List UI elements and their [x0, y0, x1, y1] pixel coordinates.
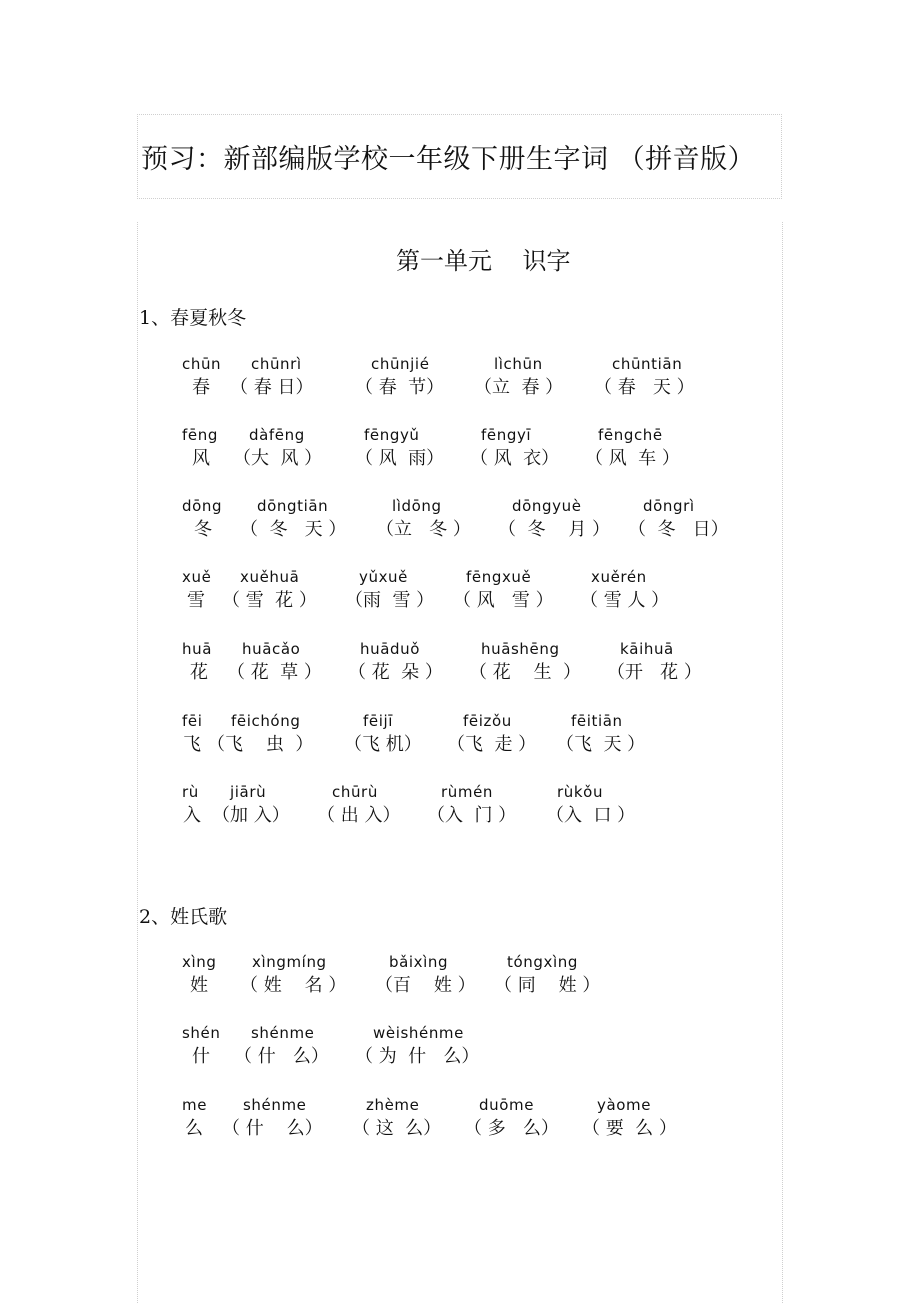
document-title: 预习：新部编版学校一年级下册生字词 （拼音版） — [141, 144, 756, 175]
pinyin: wèishénme — [373, 1024, 464, 1042]
pinyin: dōngrì — [643, 497, 695, 515]
pinyin: duōme — [479, 1096, 535, 1114]
hanzi: （ 花 朵 ） — [348, 662, 443, 683]
pinyin: rùmén — [441, 783, 494, 801]
unit-title: 第一单元 识字 — [396, 247, 571, 275]
vocab-row — [0, 426, 920, 472]
hanzi: （ 风 雨） — [355, 448, 445, 469]
hanzi: （ 雪 花 ） — [222, 590, 317, 611]
hanzi: （ 风 车 ） — [585, 448, 680, 469]
pinyin: fēijī — [363, 712, 394, 730]
hanzi: （入 口 ） — [546, 805, 636, 826]
pinyin: xuěhuā — [240, 568, 300, 586]
hanzi: 入 — [183, 805, 201, 826]
hanzi: （立 冬 ） — [376, 519, 471, 540]
hanzi: （ 春 天 ） — [594, 377, 695, 398]
title-box — [137, 114, 782, 199]
pinyin: huāduǒ — [360, 640, 421, 658]
pinyin: rù — [182, 783, 199, 801]
hanzi: （加 入） — [212, 805, 290, 826]
pinyin: chūrù — [332, 783, 378, 801]
lesson-title: 2、姓氏歌 — [139, 906, 228, 928]
vocab-row — [0, 640, 920, 686]
pinyin: tóngxìng — [507, 953, 578, 971]
hanzi: 春 — [192, 377, 210, 398]
pinyin: jiārù — [230, 783, 267, 801]
hanzi: （ 花 生 ） — [469, 662, 582, 683]
pinyin: yàome — [597, 1096, 652, 1114]
hanzi: （雨 雪 ） — [345, 590, 435, 611]
hanzi: 冬 — [194, 519, 212, 540]
pinyin: me — [182, 1096, 208, 1114]
hanzi: （入 门 ） — [427, 805, 517, 826]
hanzi: 什 — [192, 1046, 210, 1067]
hanzi: （ 雪 人 ） — [580, 590, 670, 611]
vocab-row — [0, 712, 920, 758]
pinyin: shén — [182, 1024, 221, 1042]
hanzi: （ 冬 日） — [628, 519, 729, 540]
hanzi: （ 出 入） — [317, 805, 401, 826]
pinyin: zhème — [366, 1096, 420, 1114]
pinyin: chūnrì — [251, 355, 302, 373]
pinyin: huā — [182, 640, 213, 658]
vocab-row — [0, 1024, 920, 1070]
hanzi: 飞 — [183, 734, 201, 755]
pinyin: chūn — [182, 355, 222, 373]
hanzi: 雪 — [187, 590, 205, 611]
pinyin: yǔxuě — [359, 568, 408, 586]
pinyin: rùkǒu — [557, 783, 604, 801]
hanzi: （开 花 ） — [607, 662, 702, 683]
hanzi: （ 花 草 ） — [227, 662, 322, 683]
hanzi: （ 风 雪 ） — [453, 590, 554, 611]
pinyin: chūnjié — [371, 355, 430, 373]
hanzi: （ 风 衣） — [470, 448, 560, 469]
hanzi: （飞 天 ） — [556, 734, 646, 755]
pinyin: chūntiān — [612, 355, 683, 373]
pinyin: xìng — [182, 953, 217, 971]
hanzi: （飞 走 ） — [447, 734, 537, 755]
pinyin: lìdōng — [392, 497, 442, 515]
pinyin: dōng — [182, 497, 223, 515]
pinyin: bǎixìng — [389, 953, 449, 971]
hanzi: （飞 机） — [344, 734, 422, 755]
hanzi: （ 春 节） — [355, 377, 445, 398]
lesson-title: 1、春夏秋冬 — [139, 307, 247, 329]
hanzi: （飞 虫 ） — [207, 734, 314, 755]
vocab-row — [0, 783, 920, 829]
hanzi: （ 这 么） — [352, 1118, 442, 1139]
pinyin: xuěrén — [591, 568, 647, 586]
pinyin: shénme — [251, 1024, 315, 1042]
hanzi: （ 冬 天 ） — [240, 519, 347, 540]
hanzi: （ 冬 月 ） — [498, 519, 611, 540]
pinyin: fēng — [182, 426, 218, 444]
pinyin: huācǎo — [242, 640, 301, 658]
vocab-row — [0, 497, 920, 543]
hanzi: （ 为 什 么） — [355, 1046, 480, 1067]
pinyin: shénme — [243, 1096, 307, 1114]
hanzi: （ 什 么） — [222, 1118, 323, 1139]
pinyin: huāshēng — [481, 640, 560, 658]
hanzi: （百 姓 ） — [375, 975, 476, 996]
vocab-row — [0, 355, 920, 401]
vocab-row — [0, 568, 920, 614]
hanzi: 姓 — [190, 975, 208, 996]
hanzi: 么 — [185, 1118, 203, 1139]
vocab-row — [0, 1096, 920, 1142]
hanzi: （ 要 么 ） — [582, 1118, 677, 1139]
pinyin: kāihuā — [620, 640, 674, 658]
pinyin: fēngxuě — [466, 568, 532, 586]
pinyin: fēngchē — [598, 426, 663, 444]
hanzi: （大 风 ） — [233, 448, 323, 469]
pinyin: lìchūn — [494, 355, 543, 373]
pinyin: fēitiān — [571, 712, 623, 730]
pinyin: fēi — [182, 712, 203, 730]
hanzi: （ 多 么） — [464, 1118, 559, 1139]
vocab-row — [0, 953, 920, 999]
hanzi: 花 — [190, 662, 208, 683]
pinyin: fēngyǔ — [364, 426, 420, 444]
hanzi: （ 同 姓 ） — [494, 975, 601, 996]
pinyin: dōngtiān — [257, 497, 329, 515]
pinyin: fēngyī — [481, 426, 532, 444]
pinyin: xìngmíng — [252, 953, 327, 971]
pinyin: dōngyuè — [512, 497, 582, 515]
hanzi: （立 春 ） — [474, 377, 564, 398]
hanzi: 风 — [192, 448, 210, 469]
hanzi: （ 春 日） — [230, 377, 314, 398]
pinyin: xuě — [182, 568, 212, 586]
pinyin: fēizǒu — [463, 712, 512, 730]
pinyin: dàfēng — [249, 426, 305, 444]
hanzi: （ 姓 名 ） — [240, 975, 347, 996]
hanzi: （ 什 么） — [234, 1046, 329, 1067]
pinyin: fēichóng — [231, 712, 301, 730]
